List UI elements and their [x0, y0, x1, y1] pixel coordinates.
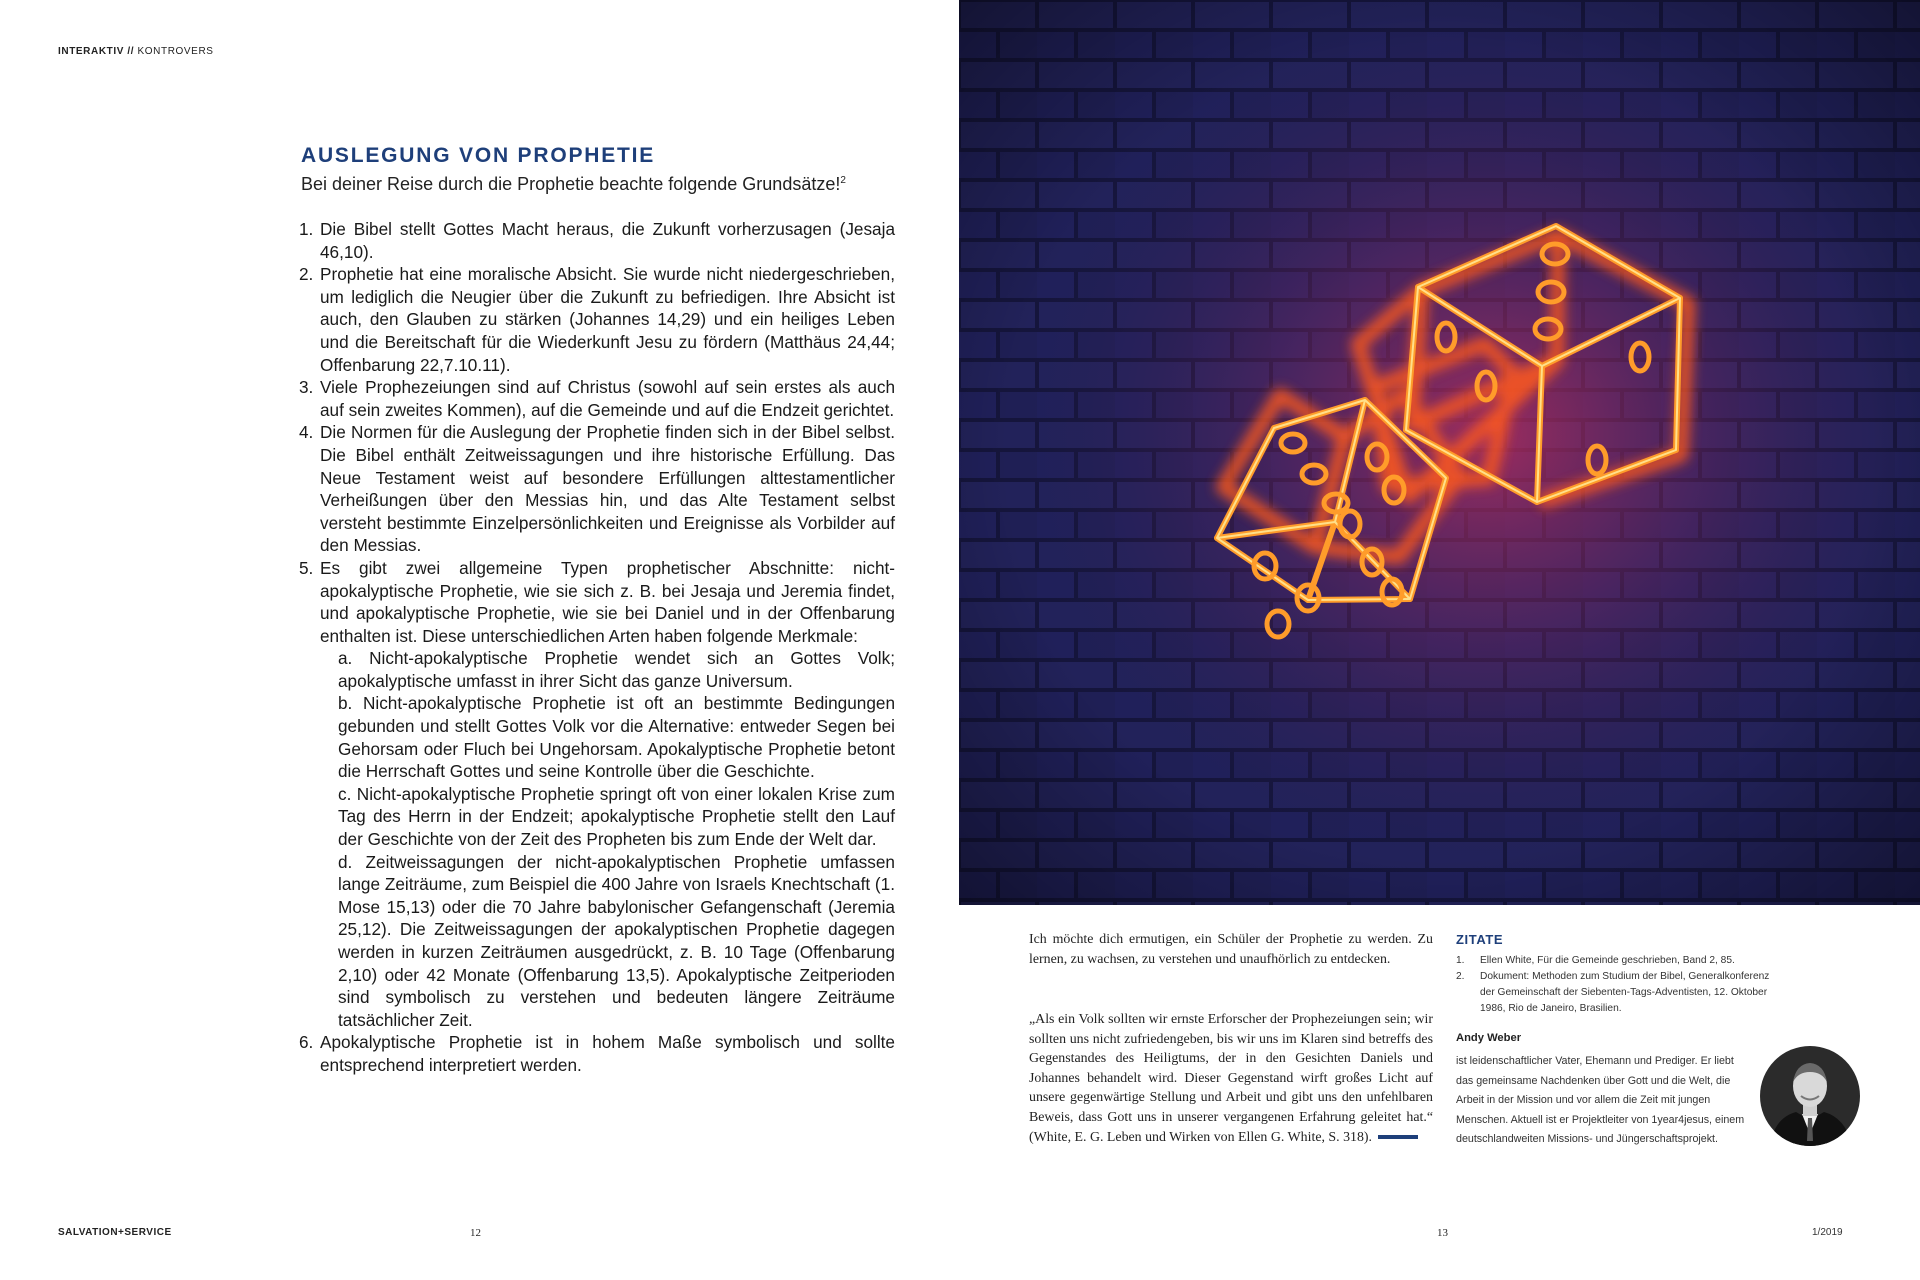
characteristic-item: b. Nicht-apokalyptische Prophetie ist oft an bestimmte Bedingungen gebunden und stellt Gottes Volk vor die Alternative: entweder Segen bei Gehorsam oder Fluch bei Ungehorsam. Apokalyptische Prophetie betont die Herrschaft Gottes und seine Kontrolle über die Geschichte. — [338, 693, 895, 782]
principle-number: 5. — [299, 557, 314, 578]
principle-item — [299, 263, 895, 376]
principle-text: Es gibt zwei allgemeine Typen prophetischer Abschnitte: nicht-apokalyptische Prophetie, wie sie sich z. B. bei Jesaja und Jeremia findet, und apokalyptische Prophetie, wie sie bei Daniel und in der Offenbarung enthalten ist. Diese unterschiedlichen Arten haben folgende Merkmale: — [320, 557, 895, 646]
article-subtitle — [301, 174, 846, 195]
principle-text: Viele Prophezeiungen sind auf Christus (sowohl auf sein erstes als auch auf sein zweites Kommen), auf die Gemeinde und auf die Endzeit gerichtet. — [320, 377, 895, 420]
characteristics-list — [320, 647, 895, 1031]
footnote-item — [1456, 953, 1786, 969]
footnote-text: Dokument: Methoden zum Studium der Bibel, Generalkonferenz der Gemeinschaft der Siebenten-Tags-Adventisten, 12. Oktober 1986, Rio de Janeiro, Brasilien. — [1480, 971, 1770, 1014]
principle-item — [299, 1031, 895, 1076]
page-number-right: 13 — [1437, 1227, 1448, 1239]
characteristic-item: a. Nicht-apokalyptische Prophetie wendet sich an Gottes Volk; apokalyptische umfasst in ihrer Sicht das ganze Universum. — [338, 648, 895, 691]
principles-list — [299, 218, 895, 1077]
principle-item — [299, 218, 895, 263]
subtitle-footnote-ref: 2 — [840, 175, 846, 186]
footnote-text: Ellen White, Für die Gemeinde geschrieben, Band 2, 85. — [1480, 955, 1735, 966]
principle-text: Apokalyptische Prophetie ist in hohem Maße symbolisch und sollte entsprechend interpretiert werden. — [320, 1032, 895, 1075]
principle-item — [299, 376, 895, 421]
principle-text: Prophetie hat eine moralische Absicht. Sie wurde nicht niedergeschrieben, um lediglich die Neugier über die Zukunft zu befriedigen. Ihre Absicht ist auch, den Glauben zu stärken (Johannes 14,29) und ein heiliges Leben und die Bereitschaft für die Wiederkunft Jesu zu fördern (Matthäus 24,44; Offenbarung 22,7.10.11). — [320, 264, 895, 375]
neon-dice-svg — [959, 0, 1920, 905]
running-head-category: KONTROVERS — [137, 46, 214, 57]
ellen-white-quote — [1029, 1010, 1433, 1147]
principle-text: Die Normen für die Auslegung der Prophetie finden sich in der Bibel selbst. Die Bibel enthält Zeitweissagungen und ihre historische Erfüllung. Das Neue Testament weist auf besondere Erfüllungen alttestamentlicher Verheißungen über den Messias hin, und das Alte Testament selbst versteht bestimmte Einzelpersönlichkeiten und Ereignisse als Vorbilder auf den Messias. — [320, 422, 895, 556]
page-number-left: 12 — [470, 1227, 481, 1239]
principle-number: 3. — [299, 377, 314, 398]
characteristic-item: c. Nicht-apokalyptische Prophetie springt oft von einer lokalen Krise zum Tag des Herrn in der Endzeit; apokalyptische Prophetie stellt den Lauf der Geschichte von der Zeit des Propheten bis zum Ende der Welt dar. — [338, 783, 895, 850]
principle-item — [299, 421, 895, 557]
neon-dice-illustration — [959, 0, 1920, 905]
subtitle-text: Bei deiner Reise durch die Prophetie beachte folgende Grundsätze! — [301, 174, 841, 194]
principle-number: 6. — [299, 1032, 314, 1053]
author-portrait-svg — [1760, 1046, 1860, 1146]
quote-text: „Als ein Volk sollten wir ernste Erforscher der Prophezeiungen sein; wir sollten uns nicht zufriedengeben, bis wir uns im Klaren sind betreffs des Gegenstandes des Heiligtums, der in den Gesichten Daniels und Johannes behandelt wird. Dieser Gegenstand wirft großes Licht auf unsere gegenwärtige Stellung und Arbeit und gibt uns den unfehlbaren Beweis, dass Gott uns in unserer vergangenen Erfahrung geleitet hat.“ (White, E. G. Leben und Wirken von Ellen G. White, S. 318). — [1029, 1012, 1433, 1145]
author-bio: ist leidenschaftlicher Vater, Ehemann und Prediger. Er liebt das gemeinsame Nachdenken über Gott und die Welt, die Arbeit in der Mission und vor allem die Zeit mit jungen Menschen. Aktuell ist er Projektleiter von 1year4jesus, einem deutschlandweiten Missions- und Jüngerschaftsprojekt. — [1456, 1055, 1745, 1146]
article-end-mark — [1378, 1135, 1418, 1139]
footnotes-list — [1456, 953, 1786, 1017]
footnote-number: 2. — [1456, 971, 1465, 982]
author-name: Andy Weber — [1456, 1032, 1522, 1044]
publication-name: SALVATION+SERVICE — [58, 1227, 172, 1238]
article-title: AUSLEGUNG VON PROPHETIE — [301, 144, 656, 167]
principle-number: 1. — [299, 219, 314, 239]
principle-number: 4. — [299, 422, 314, 443]
zitate-heading: ZITATE — [1456, 932, 1504, 947]
running-head — [58, 46, 214, 57]
closing-paragraph: Ich möchte dich ermutigen, ein Schüler der Prophetie zu werden. Zu lernen, zu wachsen, zu verstehen und unaufhörlich zu entdecken. — [1029, 932, 1433, 967]
issue-number: 1/2019 — [1812, 1227, 1843, 1238]
running-head-section: INTERAKTIV // — [58, 46, 135, 57]
principle-item — [299, 557, 895, 1031]
footnote-item — [1456, 969, 1786, 1017]
characteristic-item: d. Zeitweissagungen der nicht-apokalyptischen Prophetie umfassen lange Zeiträume, zum Beispiel die 400 Jahre von Israels Knechtschaft (1. Mose 15,13) oder die 70 Jahre babylonischer Gefangenschaft (Jeremia 25,12). Die Zeitweissagungen der apokalyptischen Prophetie dagegen werden in kurzen Zeiträumen ausgedrückt, z. B. 10 Tage (Offenbarung 2,10) oder 42 Monate (Offenbarung 13,5). Apokalyptische Zeitperioden sind symbolisch zu verstehen und bedeuten längere Zeiträume tatsächlicher Zeit. — [338, 851, 895, 1030]
principle-number: 2. — [299, 264, 314, 285]
principle-text: Die Bibel stellt Gottes Macht heraus, die Zukunft vorherzusagen (Jesaja 46,10). — [320, 219, 895, 262]
footnote-number: 1. — [1456, 955, 1465, 966]
author-avatar — [1760, 1046, 1860, 1146]
